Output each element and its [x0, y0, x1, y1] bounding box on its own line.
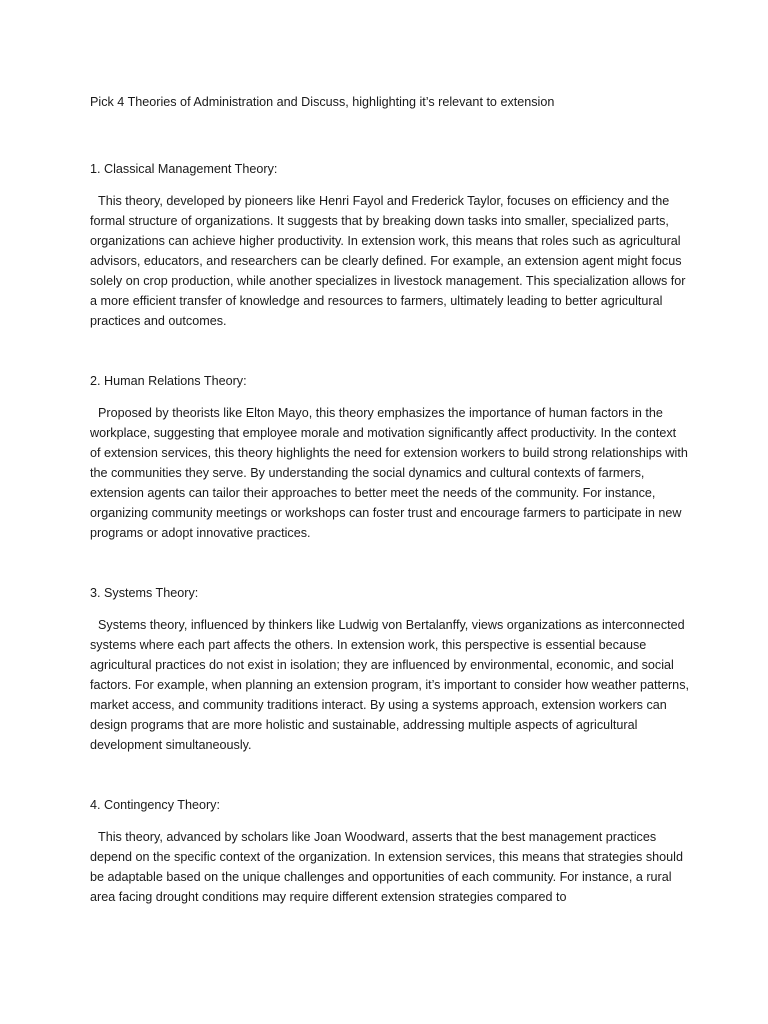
section-heading: 1. Classical Management Theory:	[90, 162, 278, 176]
section-systems-theory	[90, 583, 690, 755]
section-body: This theory, developed by pioneers like Henri Fayol and Frederick Taylor, focuses on efficiency and the formal structure of organizations. It suggests that by breaking down tasks into smaller, specialized parts, organizations can achieve higher productivity. In extension work, this means that roles such as agricultural advisors, educators, and researchers can be clearly defined. For example, an extension agent might focus solely on crop production, while another specializes in livestock management. This specialization allows for a more efficient transfer of knowledge and resources to farmers, ultimately leading to better agricultural practices and outcomes.	[90, 194, 686, 328]
section-heading: 3. Systems Theory:	[90, 586, 199, 600]
section-body: Proposed by theorists like Elton Mayo, this theory emphasizes the importance of human factors in the workplace, suggesting that employee morale and motivation significantly affect productivity. In the context of extension services, this theory highlights the need for extension workers to build strong relationships with the communities they serve. By understanding the social dynamics and cultural contexts of farmers, extension agents can tailor their approaches to better meet the needs of the community. For instance, organizing community meetings or workshops can foster trust and encourage farmers to participate in new programs or adopt innovative practices.	[90, 406, 688, 540]
section-body: Systems theory, influenced by thinkers like Ludwig von Bertalanffy, views organizations as interconnected systems where each part affects the others. In extension work, this perspective is essential because agricultural practices do not exist in isolation; they are influenced by environmental, economic, and social factors. For example, when planning an extension program, it’s important to consider how weather patterns, market access, and community traditions interact. By using a systems approach, extension workers can design programs that are more holistic and sustainable, addressing multiple aspects of agricultural development simultaneously.	[90, 618, 689, 752]
section-classical-management	[90, 159, 690, 331]
document-title: Pick 4 Theories of Administration and Discuss, highlighting it’s relevant to extension	[90, 95, 555, 109]
section-contingency-theory	[90, 795, 690, 907]
section-heading: 4. Contingency Theory:	[90, 798, 220, 812]
section-heading: 2. Human Relations Theory:	[90, 374, 247, 388]
document-content	[90, 92, 690, 907]
section-body: This theory, advanced by scholars like Joan Woodward, asserts that the best management practices depend on the specific context of the organization. In extension services, this means that strategies should be adaptable based on the unique challenges and opportunities of each community. For instance, a rural area facing drought conditions may require different extension strategies compared to	[90, 830, 683, 904]
section-human-relations	[90, 371, 690, 543]
